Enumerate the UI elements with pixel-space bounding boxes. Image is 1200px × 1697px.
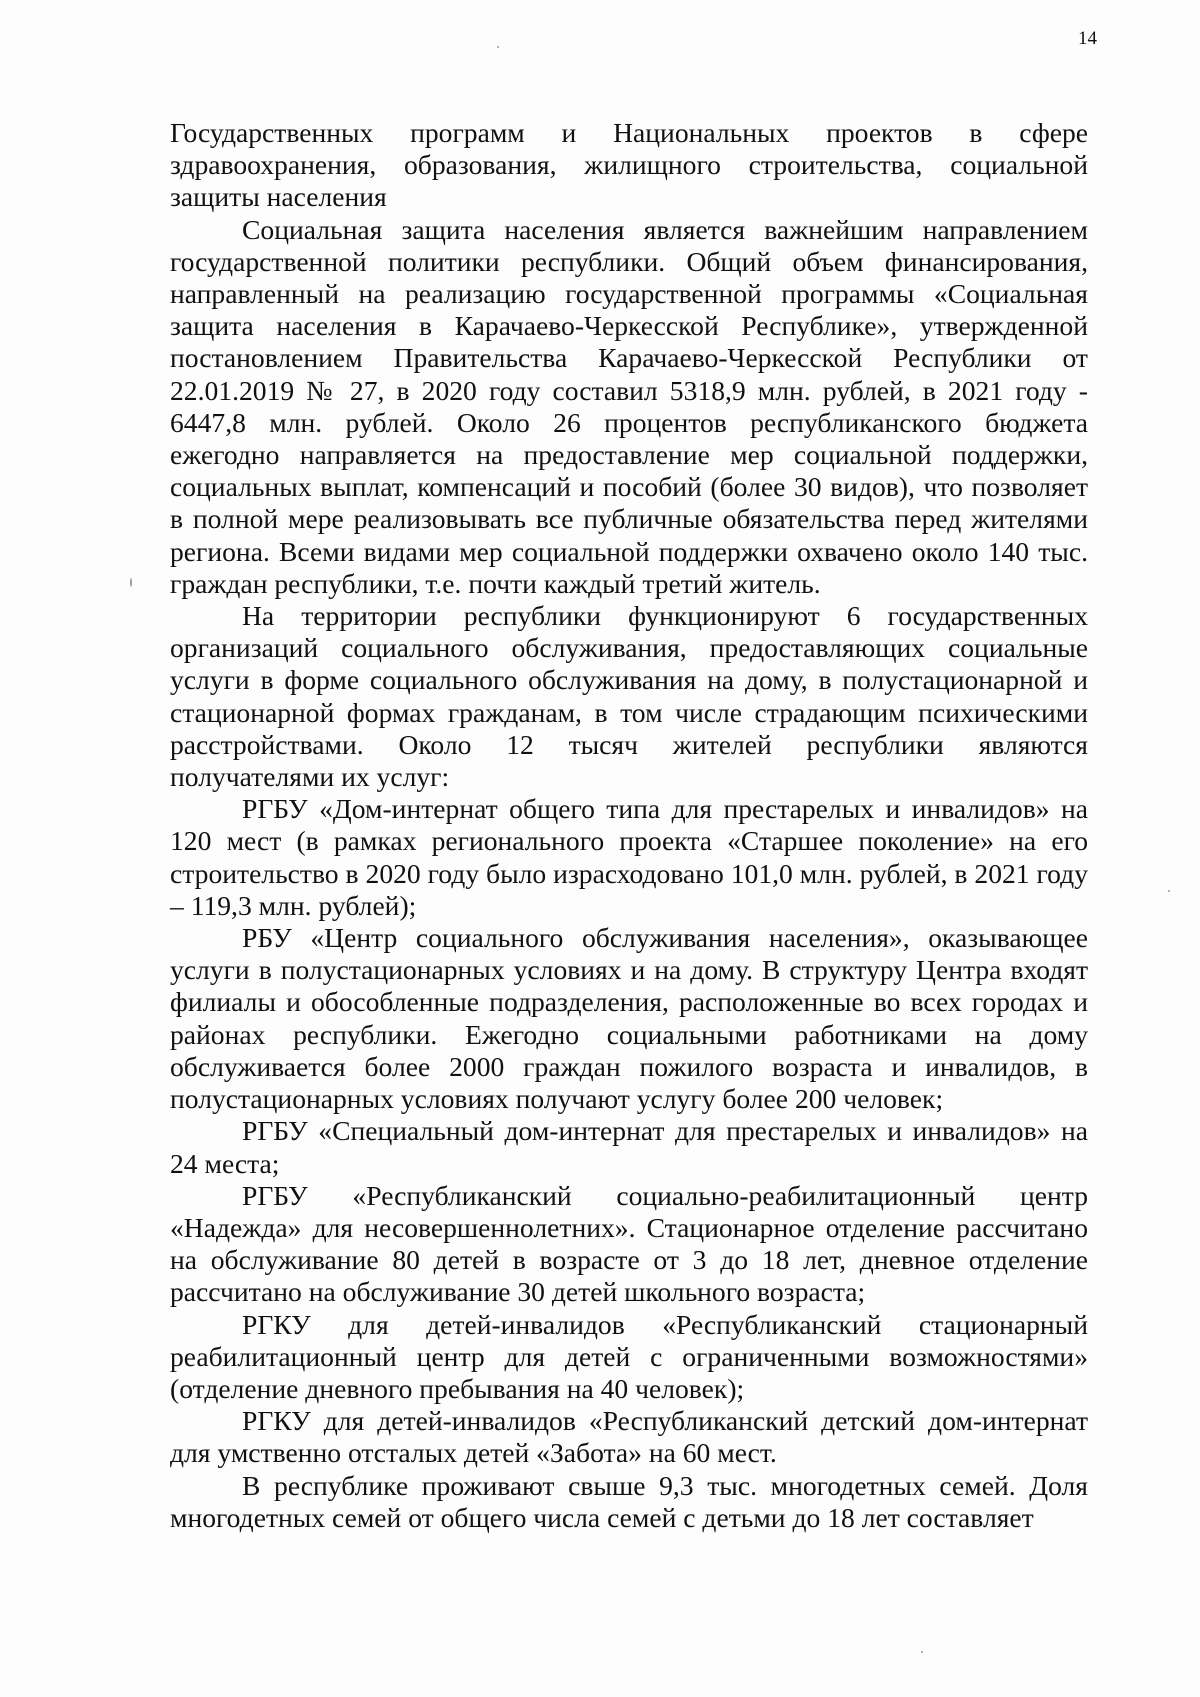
paragraph-large-families: В республике проживают свыше 9,3 тыс. многодетных семей. Доля многодетных семей от общего числа семей с детьми до 18 лет составляет xyxy=(170,1469,1088,1533)
scan-speck xyxy=(1168,890,1170,892)
paragraph-rgku-rehab-center: РГКУ для детей-инвалидов «Республиканский стационарный реабилитационный центр для детей с ограниченными возможностями» (отделение дневного пребывания на 40 человек); xyxy=(170,1308,1088,1404)
paragraph-social-protection: Социальная защита населения является важнейшим направлением государственной политики республики. Общий объем финансирования, направленный на реализацию государственной программы «Социальная защита населения в Карачаево-Черкесской Республике», утвержденной постановлением Правительства Карачаево-Черкесской Республики от 22.01.2019 № 27, в 2020 году составил 5318,9 млн. рублей, в 2021 году - 6447,8 млн. рублей. Около 26 процентов республиканского бюджета ежегодно направляется на предоставление мер социальной поддержки, социальных выплат, компенсаций и пособий (более 30 видов), что позволяет в полной мере реализовывать все публичные обязательства перед жителями региона. Всеми видами мер социальной поддержки охвачено около 140 тыс. граждан республики, т.е. почти каждый третий житель. xyxy=(170,213,1088,599)
scan-speck xyxy=(130,578,132,587)
document-body xyxy=(170,117,1088,1534)
paragraph-rgbu-nursing-home: РГБУ «Дом-интернат общего типа для престарелых и инвалидов» на 120 мест (в рамках регионального проекта «Старшее поколение» на его строительство в 2020 году было израсходовано 101,0 млн. рублей, в 2021 году – 119,3 млн. рублей); xyxy=(170,793,1088,921)
paragraph-social-organizations: На территории республики функционируют 6 государственных организаций социального обслуживания, предоставляющих социальные услуги в форме социального обслуживания на дому, в полустационарной и стационарной формах гражданам, в том числе страдающим психическими расстройствами. Около 12 тысяч жителей республики являются получателями их услуг: xyxy=(170,600,1088,793)
paragraph-rbu-service-center: РБУ «Центр социального обслуживания населения», оказывающее услуги в полустационарных условиях и на дому. В структуру Центра входят филиалы и обособленные подразделения, расположенные во всех городах и районах республики. Ежегодно социальными работниками на дому обслуживается более 2000 граждан пожилого возраста и инвалидов, в полустационарных условиях получают услугу более 200 человек; xyxy=(170,922,1088,1115)
paragraph-heading-continuation: Государственных программ и Национальных проектов в сфере здравоохранения, образования, жилищного строительства, социальной защиты населения xyxy=(170,117,1088,213)
paragraph-rgbu-nadezhda: РГБУ «Республиканский социально-реабилитационный центр «Надежда» для несовершеннолетних». Стационарное отделение рассчитано на обслуживание 80 детей в возрасте от 3 до 18 лет, дневное отделение рассчитано на обслуживание 30 детей школьного возраста; xyxy=(170,1179,1088,1308)
scan-speck xyxy=(497,46,499,48)
paragraph-rgku-zabota: РГКУ для детей-инвалидов «Республиканский детский дом-интернат для умственно отсталых детей «Забота» на 60 мест. xyxy=(170,1405,1088,1469)
paragraph-rgbu-special-home: РГБУ «Специальный дом-интернат для престарелых и инвалидов» на 24 места; xyxy=(170,1115,1088,1179)
scan-speck xyxy=(921,1651,923,1653)
page-number: 14 xyxy=(1078,28,1097,49)
